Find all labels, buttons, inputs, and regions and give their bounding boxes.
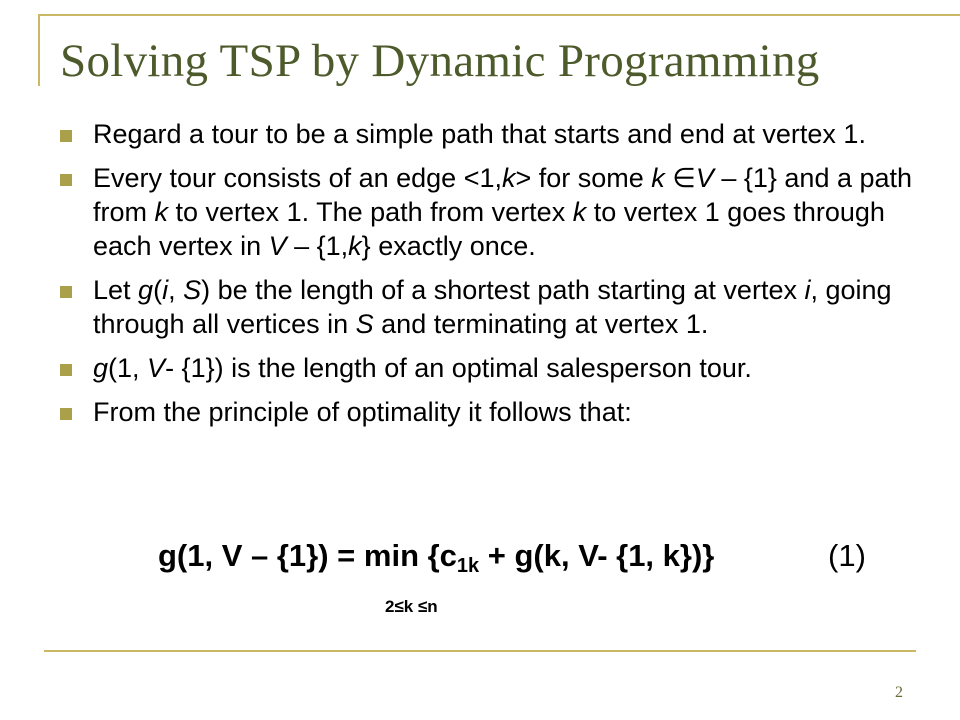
italic-variable: k (501, 163, 516, 193)
bullet-text-segment: Let (93, 275, 139, 305)
italic-variable: V (268, 231, 287, 261)
slide-title: Solving TSP by Dynamic Programming (60, 35, 820, 87)
square-bullet-icon (60, 408, 72, 420)
bullet-item (60, 273, 930, 341)
bullet-text-segment: - {1}) is the length of an optimal salesperson tour. (165, 353, 752, 383)
bullet-text-segment: Every tour consists of an edge <1, (93, 163, 502, 193)
formula-number: (1) (828, 538, 866, 573)
bullet-text (93, 351, 930, 385)
italic-variable: k (651, 163, 665, 193)
italic-variable: k (572, 197, 587, 227)
bullet-text-segment: ∈ (664, 163, 696, 193)
bullet-text-segment: > for some (515, 163, 652, 193)
bullet-text (93, 117, 930, 151)
square-bullet-icon (60, 174, 72, 186)
bullet-text-segment: ) be the length of a shortest path starting at vertex (201, 275, 805, 305)
footer-rule (44, 650, 916, 652)
square-bullet-icon (60, 130, 72, 142)
bullet-text-segment: , (168, 275, 184, 305)
bullet-text-segment: } exactly once. (361, 231, 536, 261)
bullet-text-segment: and terminating at vertex 1. (373, 309, 709, 339)
bullet-text-segment: to vertex 1 goes through each vertex in (93, 197, 885, 261)
bullet-text-segment: Regard a tour to be a simple path that starts and end at vertex 1. (93, 119, 866, 149)
bullet-text-segment: , going through all vertices in (93, 275, 892, 339)
title-accent-rule-horizontal (38, 14, 960, 16)
formula-subscript: 1k (456, 555, 480, 577)
title-accent-rule-vertical (38, 14, 40, 86)
bullet-text (93, 273, 930, 341)
recurrence-formula (158, 538, 715, 577)
italic-variable: i (162, 275, 169, 305)
bullet-text-segment: ( (153, 275, 163, 305)
italic-variable: V (147, 353, 166, 383)
bullet-item (60, 395, 930, 429)
bullet-text-segment: – {1, (286, 231, 349, 261)
italic-variable: S (183, 275, 202, 305)
min-range-label: 2≤k ≤n (385, 597, 438, 616)
page-number: 2 (895, 684, 903, 701)
bullet-text (93, 161, 930, 263)
square-bullet-icon (60, 286, 72, 298)
bullet-text-segment: – {1} and a path from (93, 163, 913, 227)
italic-variable: S (355, 309, 374, 339)
bullet-text (93, 395, 930, 429)
italic-variable: V (695, 163, 714, 193)
bullet-text-segment: From the principle of optimality it follows that: (93, 397, 632, 427)
bullet-item (60, 117, 930, 151)
bullet-item (60, 161, 930, 263)
bullet-text-segment: (1, (108, 353, 148, 383)
italic-variable: k (154, 197, 169, 227)
italic-variable: i (804, 275, 811, 305)
italic-variable: k (348, 231, 362, 261)
formula-main: g(1, V – {1}) = min {c (158, 538, 457, 573)
square-bullet-icon (60, 364, 72, 376)
bullet-list (60, 117, 930, 439)
italic-variable: g (138, 275, 154, 305)
bullet-text-segment: to vertex 1. The path from vertex (168, 197, 573, 227)
formula-tail: + g(k, V- {1, k})} (479, 538, 715, 573)
italic-variable: g (93, 353, 109, 383)
bullet-item (60, 351, 930, 385)
